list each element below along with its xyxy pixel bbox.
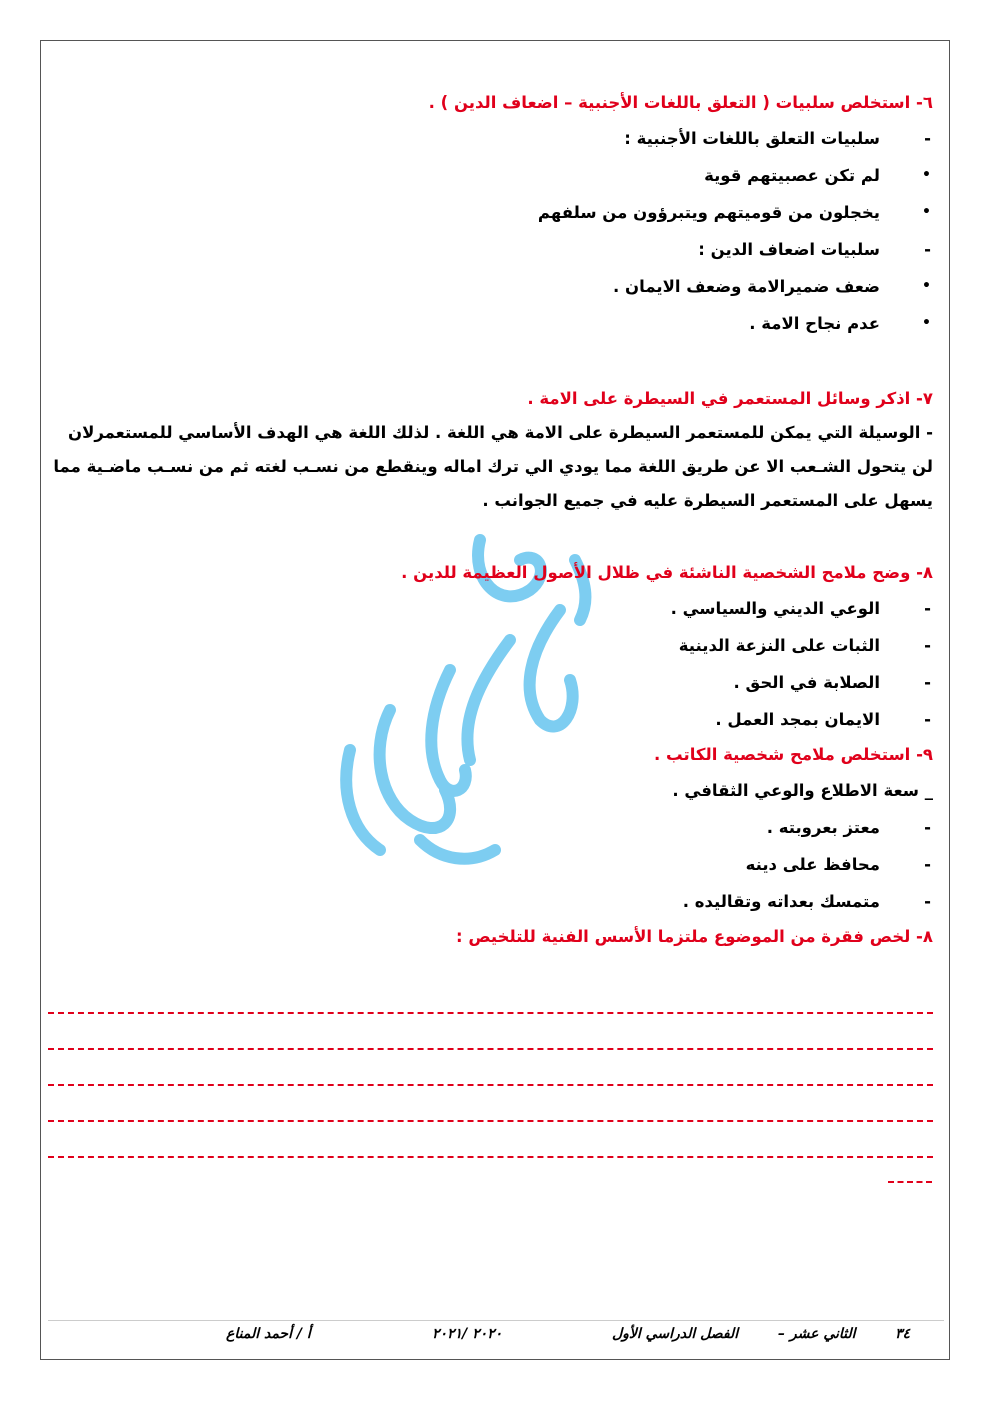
answer-line	[48, 1014, 933, 1050]
answer-line	[48, 1050, 933, 1086]
list-item: - الايمان بمجد العمل .	[715, 710, 931, 729]
answer-paragraph-line: لن يتحول الشـعب الا عن طريق اللغة مما يودي الي ترك اماله وينقطع من نسـب لغته ثم من نسـب ماضـية مما	[53, 457, 933, 476]
answer-line	[48, 1086, 933, 1122]
question-9-title: ٩- استخلص ملامح شخصية الكاتب .	[654, 745, 933, 764]
answer-paragraph-line: يسهل على المستعمر السيطرة عليه في جميع الجوانب .	[482, 491, 933, 510]
footer-grade: الثاني عشر –	[778, 1326, 856, 1342]
worksheet-content	[48, 86, 933, 954]
list-item: - محافظ على دينه	[745, 855, 931, 874]
list-item: - متمسك بعداته وتقاليده .	[682, 892, 931, 911]
list-item: _ سعة الاطلاع والوعي الثقافي .	[672, 781, 933, 800]
answer-lines	[48, 978, 933, 1158]
list-item: - معتز بعروبته .	[766, 818, 931, 837]
list-item: • ضعف ضميرالامة وضعف الايمان .	[613, 277, 931, 296]
answer-paragraph-line: - الوسيلة التي يمكن للمستعمر السيطرة على الامة هي اللغة . لذلك اللغة هي الهدف الأساسي للمستعمرلان	[67, 423, 933, 442]
list-item: - الوعي الديني والسياسي .	[670, 599, 931, 618]
list-item: • يخجلون من قوميتهم ويتبرؤون من سلفهم	[537, 203, 931, 222]
answer-line-short	[888, 1181, 932, 1183]
list-item: - الصلابة في الحق .	[733, 673, 931, 692]
question-6-title: ٦- استخلص سلبيات ( التعلق باللغات الأجنبية – اضعاف الدين ) .	[428, 93, 933, 112]
list-item: • عدم نجاح الامة .	[749, 314, 931, 333]
footer-divider	[48, 1320, 944, 1321]
page-number: ٣٤	[895, 1326, 911, 1342]
question-7-title: ٧- اذكر وسائل المستعمر في السيطرة على الامة .	[527, 389, 933, 408]
footer-semester: الفصل الدراسي الأول	[612, 1326, 739, 1342]
list-item: - سلبيات التعلق باللغات الأجنبية :	[624, 129, 931, 148]
footer-author: أ / أحمد المناع	[226, 1326, 311, 1342]
list-item: • لم تكن عصبيتهم قوية	[704, 166, 931, 185]
question-8b-title: ٨- لخص فقرة من الموضوع ملتزما الأسس الفنية للتلخيص :	[456, 927, 933, 946]
footer-year: ٢٠٢٠ /٢٠٢١	[432, 1326, 503, 1342]
list-item: - سلبيات اضعاف الدين :	[698, 240, 931, 259]
question-8-title: ٨- وضح ملامح الشخصية الناشئة في ظلال الأصول العظيمة للدين .	[401, 563, 933, 582]
answer-line	[48, 1122, 933, 1158]
list-item: - الثبات على النزعة الدينية	[678, 636, 931, 655]
answer-line	[48, 978, 933, 1014]
